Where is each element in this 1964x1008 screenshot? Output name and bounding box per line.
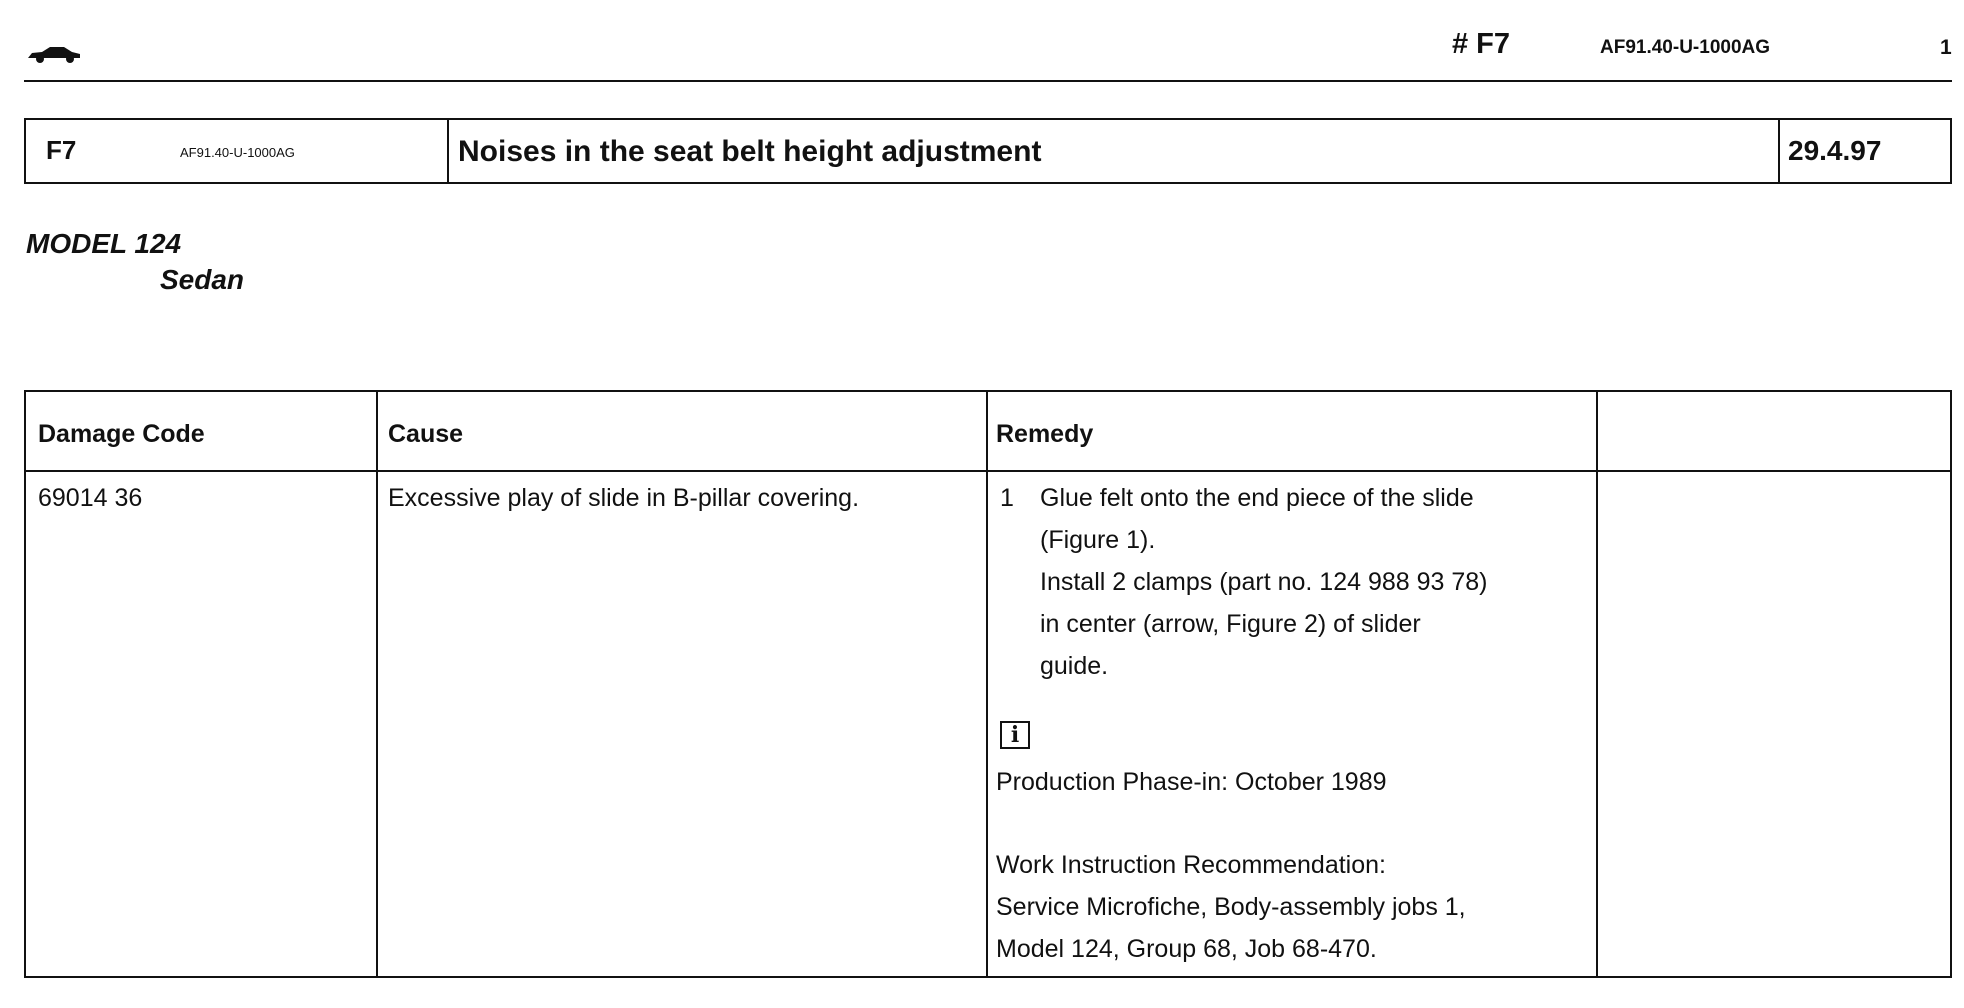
title-code: F7: [46, 135, 77, 165]
header-divider: [24, 80, 1952, 82]
work-instruction-line: Model 124, Group 68, Job 68-470.: [996, 935, 1377, 963]
table-header-divider: [24, 470, 1952, 472]
column-header-remedy: Remedy: [996, 420, 1094, 448]
table-column-divider: [986, 390, 988, 978]
title-box-divider: [1778, 118, 1780, 184]
remedy-line: Install 2 clamps (part no. 124 988 93 78): [1040, 568, 1488, 596]
info-icon: i: [1000, 721, 1030, 749]
model-label: MODEL 124: [26, 228, 182, 259]
cause-value: Excessive play of slide in B-pillar covering.: [388, 484, 860, 512]
remedy-line: guide.: [1040, 652, 1109, 680]
table-column-divider: [376, 390, 378, 978]
remedy-line: in center (arrow, Figure 2) of slider: [1040, 610, 1421, 638]
page-number: 1: [1940, 36, 1952, 59]
body-style-label: Sedan: [160, 264, 245, 295]
work-instruction-line: Work Instruction Recommendation:: [996, 851, 1386, 879]
work-instruction: [996, 844, 1466, 970]
header-hash-code: # F7: [1452, 28, 1511, 60]
title-date: 29.4.97: [1788, 135, 1882, 166]
remedy-steps: [1040, 477, 1590, 687]
damage-code-value: 69014 36: [38, 484, 143, 512]
remedy-line: Glue felt onto the end piece of the slide: [1040, 484, 1474, 512]
damage-table: [24, 390, 1952, 978]
production-phase-in: Production Phase-in: October 1989: [996, 768, 1387, 796]
remedy-line: (Figure 1).: [1040, 526, 1156, 554]
remedy-step-number: 1: [1000, 484, 1014, 512]
page-title: Noises in the seat belt height adjustment: [458, 135, 1042, 168]
table-column-divider: [1596, 390, 1598, 978]
title-doc-number: AF91.40-U-1000AG: [180, 145, 295, 160]
work-instruction-line: Service Microfiche, Body-assembly jobs 1,: [996, 893, 1466, 921]
title-box-divider: [447, 118, 449, 184]
header-doc-number: AF91.40-U-1000AG: [1600, 37, 1771, 58]
column-header-cause: Cause: [388, 420, 464, 448]
column-header-damage-code: Damage Code: [38, 420, 205, 448]
car-icon: [26, 44, 82, 64]
